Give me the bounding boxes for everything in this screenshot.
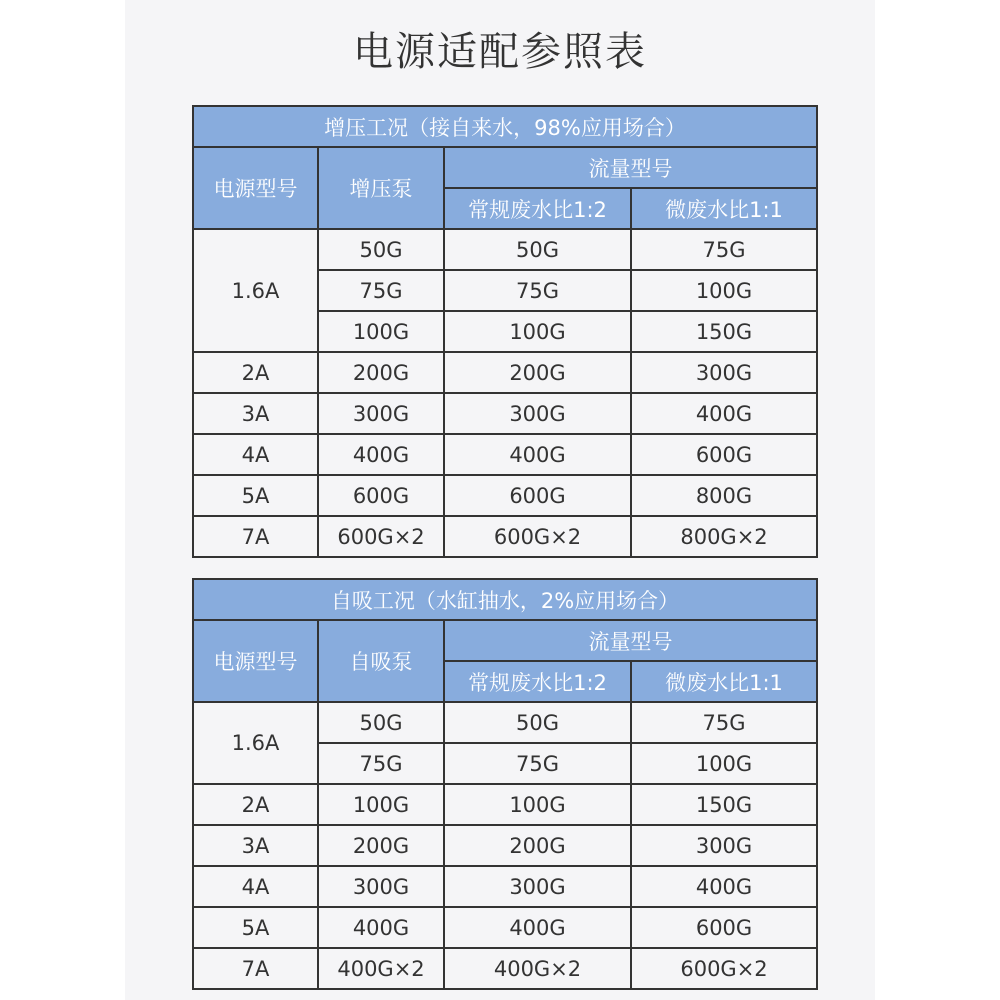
power-cell: 3A: [193, 393, 318, 434]
ratio-standard-cell: 400G×2: [444, 948, 631, 989]
pump-cell: 600G: [318, 475, 444, 516]
ratio-low-cell: 600G: [631, 907, 817, 948]
ratio-standard-cell: 50G: [444, 229, 631, 270]
table-row: [193, 825, 817, 866]
booster-pump-table: [192, 105, 818, 558]
ratio-standard-cell: 600G: [444, 475, 631, 516]
header-pump: 自吸泵: [318, 620, 444, 702]
pump-cell: 100G: [318, 311, 444, 352]
table-row: [193, 784, 817, 825]
ratio-low-cell: 300G: [631, 825, 817, 866]
power-cell: 5A: [193, 907, 318, 948]
page-title: 电源适配参照表: [353, 29, 647, 75]
table-row: [193, 702, 817, 743]
table-row: [193, 907, 817, 948]
header-power-model: 电源型号: [193, 620, 318, 702]
ratio-low-cell: 600G×2: [631, 948, 817, 989]
ratio-low-cell: 400G: [631, 866, 817, 907]
header-flow-model: 流量型号: [444, 147, 817, 188]
header-ratio-low: 微废水比1:1: [631, 661, 817, 702]
pump-cell: 50G: [318, 702, 444, 743]
header-flow-model: 流量型号: [444, 620, 817, 661]
power-cell: 1.6A: [193, 229, 318, 352]
ratio-low-cell: 150G: [631, 311, 817, 352]
power-cell: 7A: [193, 948, 318, 989]
ratio-standard-cell: 75G: [444, 270, 631, 311]
header-ratio-standard: 常规废水比1:2: [444, 188, 631, 229]
ratio-standard-cell: 400G: [444, 907, 631, 948]
ratio-standard-cell: 300G: [444, 866, 631, 907]
ratio-low-cell: 100G: [631, 270, 817, 311]
page: [125, 0, 875, 1000]
ratio-low-cell: 800G×2: [631, 516, 817, 557]
ratio-low-cell: 300G: [631, 352, 817, 393]
ratio-low-cell: 800G: [631, 475, 817, 516]
pump-cell: 200G: [318, 825, 444, 866]
pump-cell: 75G: [318, 270, 444, 311]
pump-cell: 200G: [318, 352, 444, 393]
self-priming-pump-table: [192, 578, 818, 990]
ratio-standard-cell: 600G×2: [444, 516, 631, 557]
table-row: [193, 948, 817, 989]
ratio-standard-cell: 200G: [444, 825, 631, 866]
header-ratio-low: 微废水比1:1: [631, 188, 817, 229]
ratio-low-cell: 600G: [631, 434, 817, 475]
ratio-low-cell: 100G: [631, 743, 817, 784]
ratio-standard-cell: 400G: [444, 434, 631, 475]
table-row: [193, 866, 817, 907]
table-caption: 自吸工况（水缸抽水，2%应用场合）: [193, 579, 817, 620]
pump-cell: 400G: [318, 907, 444, 948]
power-cell: 1.6A: [193, 702, 318, 784]
power-cell: 7A: [193, 516, 318, 557]
ratio-standard-cell: 200G: [444, 352, 631, 393]
power-cell: 4A: [193, 434, 318, 475]
pump-cell: 75G: [318, 743, 444, 784]
ratio-standard-cell: 50G: [444, 702, 631, 743]
ratio-low-cell: 400G: [631, 393, 817, 434]
pump-cell: 100G: [318, 784, 444, 825]
ratio-low-cell: 75G: [631, 702, 817, 743]
pump-cell: 600G×2: [318, 516, 444, 557]
pump-cell: 400G: [318, 434, 444, 475]
table-caption: 增压工况（接自来水，98%应用场合）: [193, 106, 817, 147]
table-row: [193, 475, 817, 516]
power-cell: 5A: [193, 475, 318, 516]
power-cell: 3A: [193, 825, 318, 866]
pump-cell: 50G: [318, 229, 444, 270]
ratio-standard-cell: 75G: [444, 743, 631, 784]
ratio-standard-cell: 100G: [444, 311, 631, 352]
power-cell: 4A: [193, 866, 318, 907]
table-row: [193, 229, 817, 270]
table-row: [193, 352, 817, 393]
ratio-low-cell: 75G: [631, 229, 817, 270]
power-cell: 2A: [193, 784, 318, 825]
header-power-model: 电源型号: [193, 147, 318, 229]
ratio-standard-cell: 100G: [444, 784, 631, 825]
pump-cell: 300G: [318, 393, 444, 434]
table-row: [193, 393, 817, 434]
pump-cell: 300G: [318, 866, 444, 907]
power-cell: 2A: [193, 352, 318, 393]
pump-cell: 400G×2: [318, 948, 444, 989]
table-row: [193, 516, 817, 557]
header-pump: 增压泵: [318, 147, 444, 229]
ratio-low-cell: 150G: [631, 784, 817, 825]
header-ratio-standard: 常规废水比1:2: [444, 661, 631, 702]
ratio-standard-cell: 300G: [444, 393, 631, 434]
table-row: [193, 434, 817, 475]
